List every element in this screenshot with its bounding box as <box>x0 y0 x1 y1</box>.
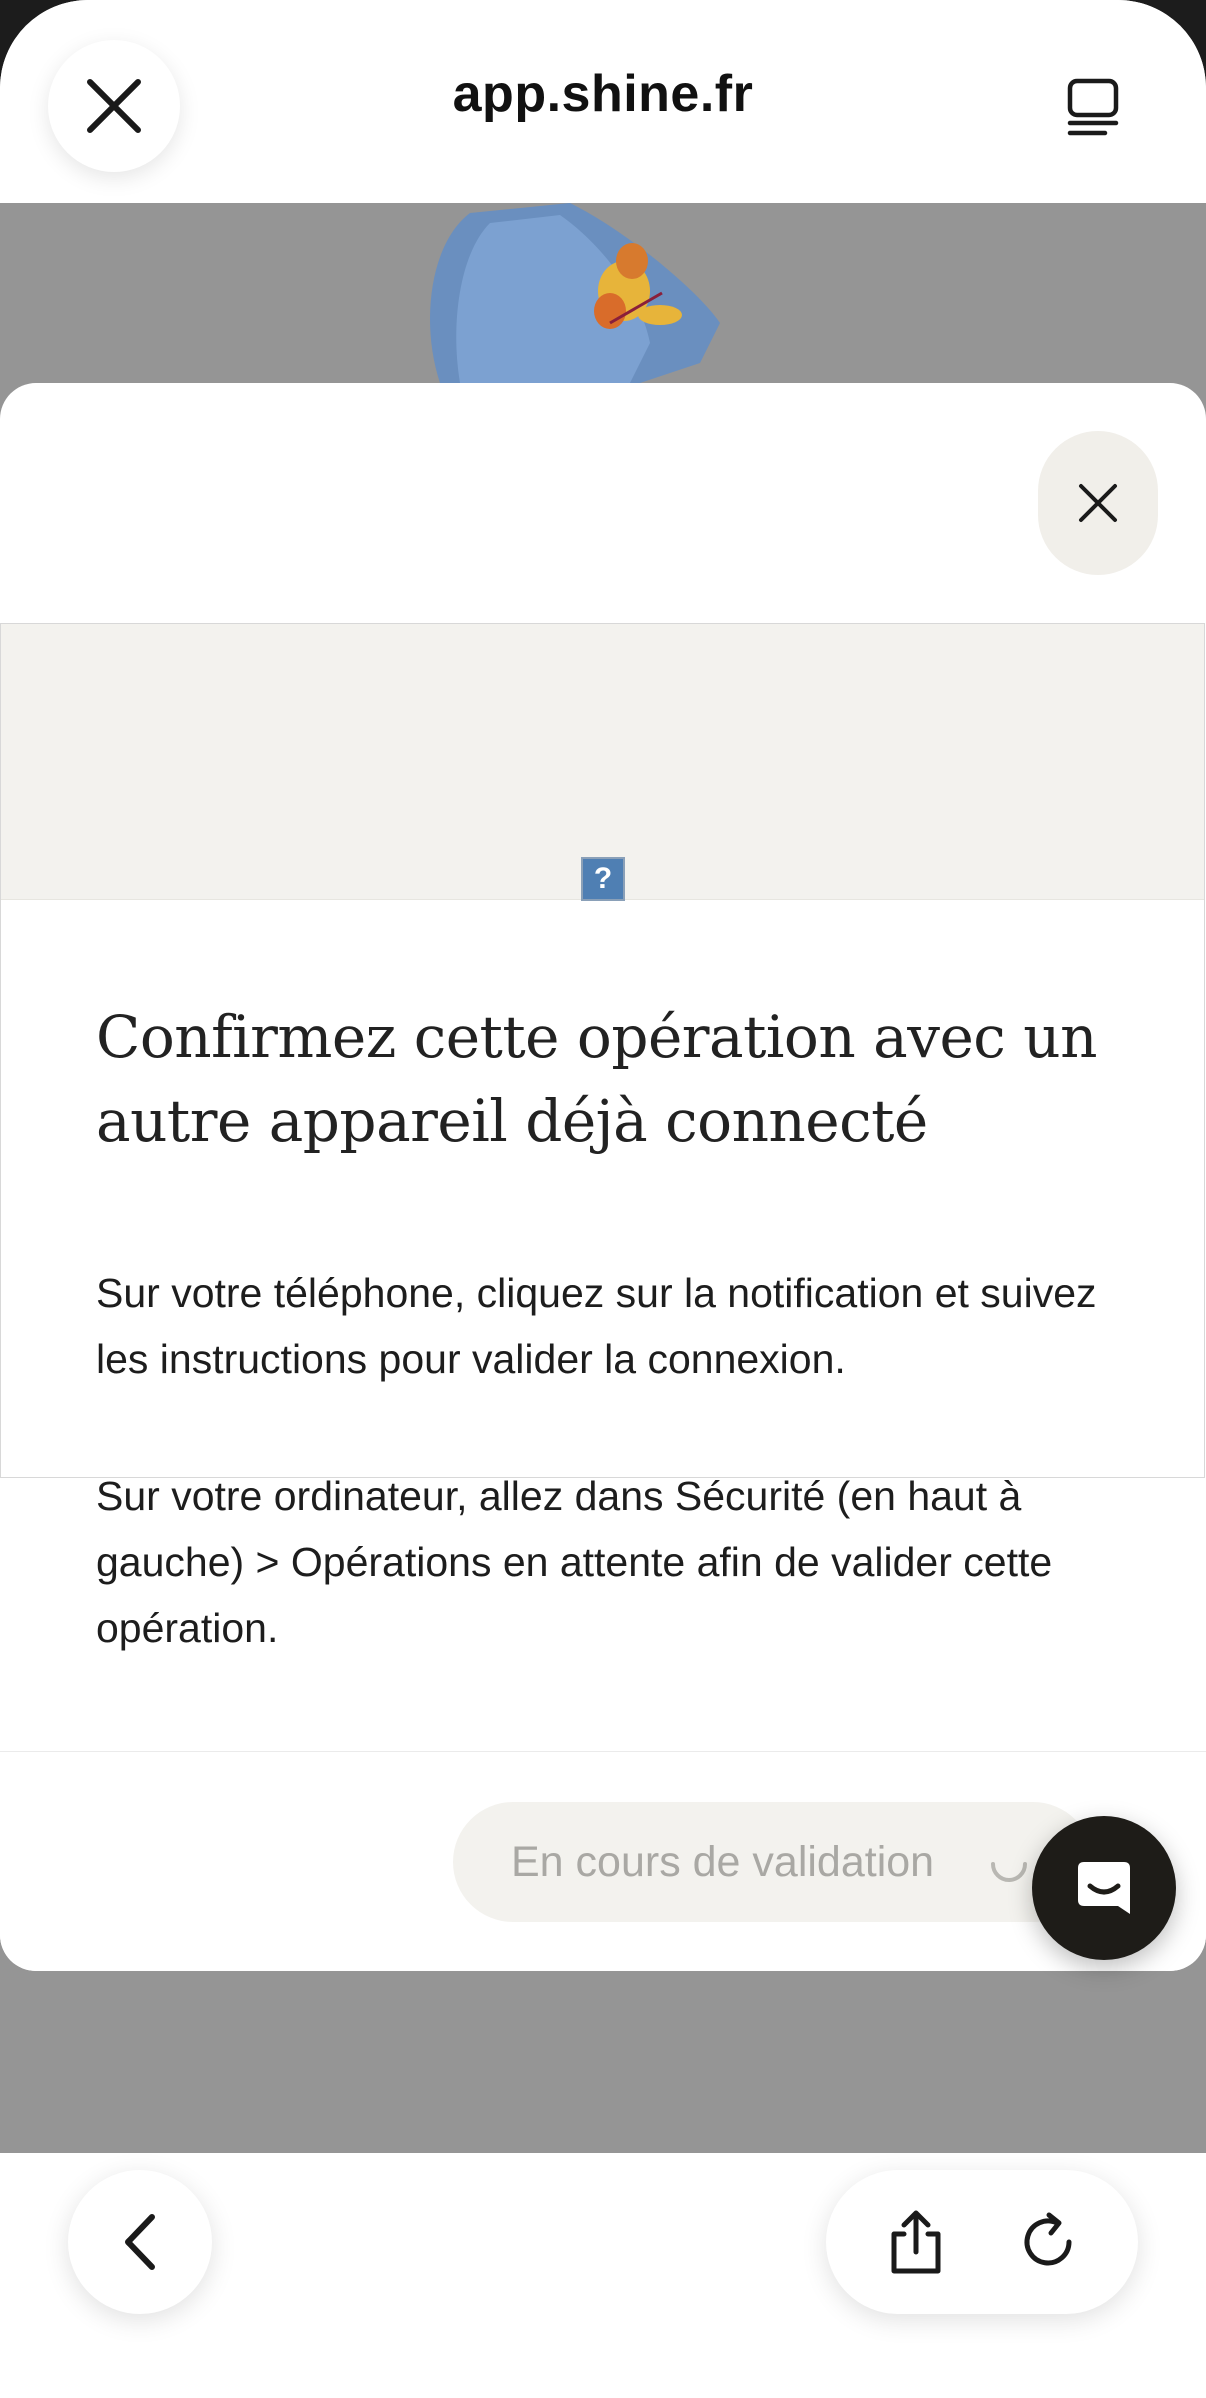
hero-illustration <box>400 203 740 383</box>
browser-top-bar <box>0 0 1206 203</box>
validation-pending-button[interactable] <box>453 1802 1093 1922</box>
browser-share-button[interactable] <box>866 2192 966 2292</box>
modal-title: Confirmez cette opération avec un autre appareil déjà connecté <box>96 1003 1097 1155</box>
validation-button-label: En cours de validation <box>511 1837 935 1886</box>
browser-actions-group <box>826 2170 1138 2314</box>
phone-instructions: Sur votre téléphone, cliquez sur la notification et suivez les instructions pour valider la connexion. <box>96 1270 1097 1382</box>
confirmation-modal <box>0 383 1206 1971</box>
browser-tabs-button[interactable] <box>1028 48 1158 166</box>
reload-icon <box>1017 2211 1079 2273</box>
support-chat-button[interactable] <box>1032 1816 1176 1960</box>
browser-reload-button[interactable] <box>998 2192 1098 2292</box>
modal-footer <box>0 1751 1206 1971</box>
chat-icon <box>1072 1856 1136 1920</box>
modal-close-button[interactable] <box>1038 431 1158 575</box>
browser-bottom-bar <box>0 2153 1206 2398</box>
loading-spinner-icon <box>987 1840 1031 1884</box>
browser-url[interactable]: app.shine.fr <box>452 65 754 123</box>
computer-instructions: Sur votre ordinateur, allez dans Sécurité (en haut à gauche) > Opérations en attente afin de valider cette opération. <box>96 1473 1053 1651</box>
close-icon <box>1077 482 1119 524</box>
tabs-icon <box>1067 78 1119 136</box>
chevron-left-icon <box>120 2212 160 2272</box>
share-icon <box>886 2208 946 2276</box>
broken-image-icon: ? <box>581 857 625 901</box>
browser-back-button[interactable] <box>68 2170 212 2314</box>
